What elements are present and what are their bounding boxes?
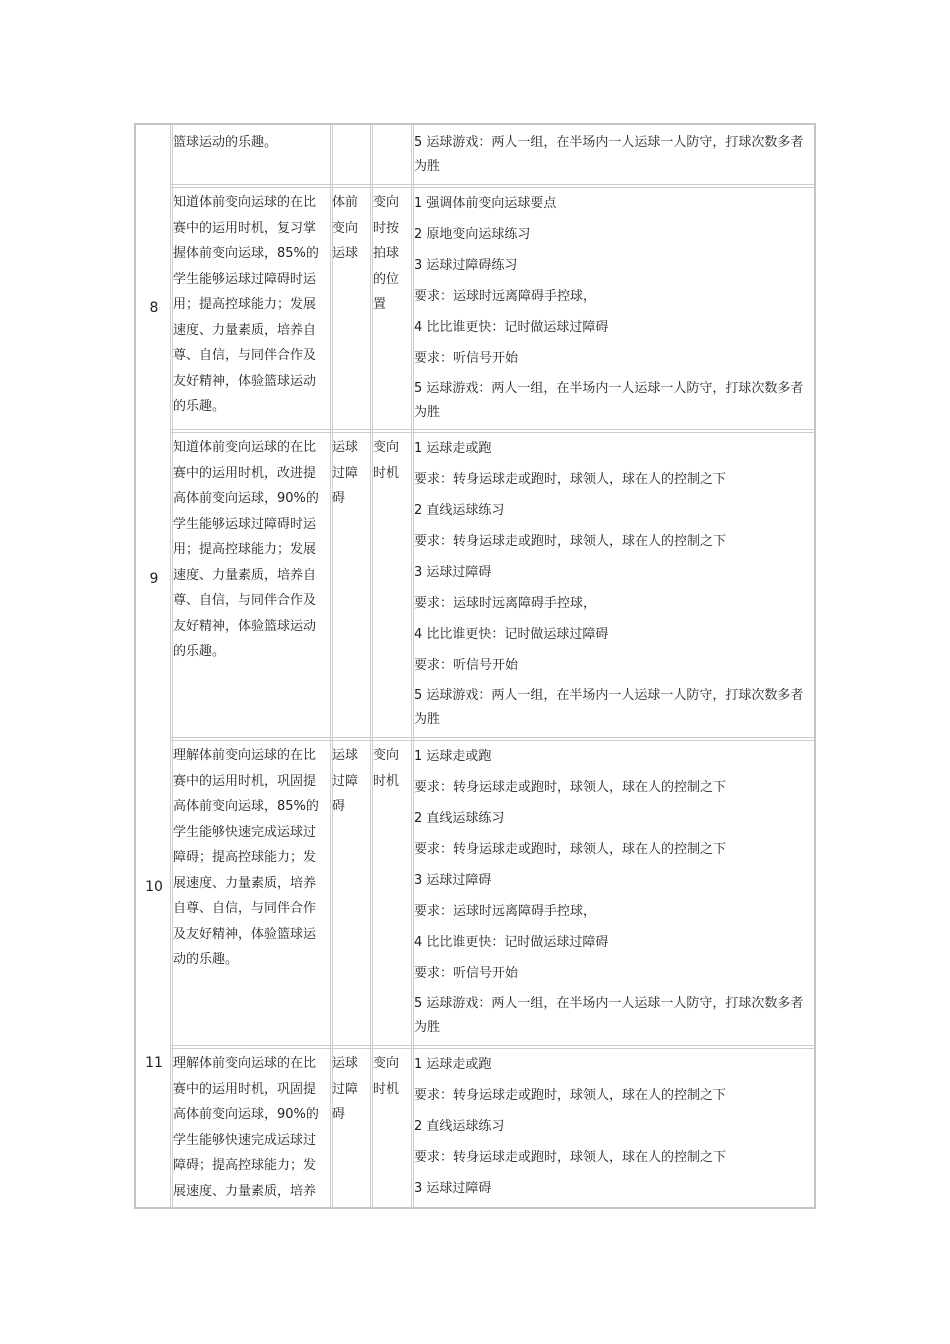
objective-cell: 知道体前变向运球的在比 赛中的运用时机，复习掌 握体前变向运球，85%的 学生能够运球过障碍时运 用；提高控球能力；发展 速度、力量素质，培养自 尊、自信，与同伴合作及 友好精神，体验篮球运动 的乐趣。 — [173, 195, 319, 414]
activity-line: 要求：运球时远离障碍手控球， — [414, 904, 597, 919]
activity-line: 要求：运球时远离障碍手控球， — [414, 289, 597, 304]
activity-line: 4 比比谁更快：记时做运球过障碍 — [414, 935, 609, 950]
lesson-number: 11 — [145, 1055, 163, 1071]
key-point-cell: 运球过障碍 — [332, 748, 359, 814]
activity-line: 5 运球游戏：两人一组，在半场内一人运球一人防守，打球次数多者为胜 — [414, 688, 804, 727]
activity-line: 1 运球走或跑 — [414, 749, 492, 764]
lesson-number: 9 — [149, 571, 159, 587]
activity-line: 1 运球走或跑 — [414, 441, 492, 456]
table-row — [136, 188, 814, 433]
difficulty-cell: 变向时机 — [373, 1056, 400, 1097]
activity-line: 4 比比谁更快：记时做运球过障碍 — [414, 627, 609, 642]
lesson-number: 10 — [145, 879, 163, 895]
activity-line: 1 强调体前变向运球要点 — [414, 196, 557, 211]
objective-cell: 知道体前变向运球的在比 赛中的运用时机，改进提 高体前变向运球，90%的 学生能够运球过障碍时运 用；提高控球能力；发展 速度、力量素质，培养自 尊、自信，与同伴合作及 友好精神，体验篮球运动 的乐趣。 — [173, 440, 319, 659]
activity-line: 5 运球游戏：两人一组，在半场内一人运球一人防守，打球次数多者为胜 — [414, 996, 804, 1035]
lesson-number: 8 — [149, 300, 159, 316]
objective-cell: 篮球运动的乐趣。 — [173, 135, 278, 150]
lesson-plan-table — [134, 123, 816, 1209]
activity-line: 要求：听信号开始 — [414, 658, 519, 673]
difficulty-cell: 变向时机 — [373, 748, 400, 789]
activities-cell — [414, 741, 816, 1040]
activity-line: 要求：转身运球走或跑时，球领人，球在人的控制之下 — [414, 842, 727, 857]
activities-cell — [414, 1049, 816, 1204]
objective-cell: 理解体前变向运球的在比 赛中的运用时机，巩固提 高体前变向运球，90%的 学生能够快速完成运球过 障碍；提高控球能力；发 展速度、力量素质，培养 — [173, 1056, 319, 1199]
difficulty-cell: 变向时机 — [373, 440, 400, 481]
table-row — [136, 741, 814, 1049]
activity-line: 2 直线运球练习 — [414, 811, 505, 826]
activities-cell — [414, 188, 816, 425]
activity-line: 要求：转身运球走或跑时，球领人，球在人的控制之下 — [414, 1150, 727, 1165]
activity-line: 3 运球过障碍 — [414, 1181, 492, 1196]
difficulty-cell: 变向时按拍球的位置 — [373, 195, 400, 312]
activity-line: 5 运球游戏：两人一组，在半场内一人运球一人防守，打球次数多者为胜 — [414, 381, 804, 420]
activity-line: 要求：听信号开始 — [414, 351, 519, 366]
activity-line: 2 原地变向运球练习 — [414, 227, 531, 242]
table-row — [136, 433, 814, 741]
activities-cell — [414, 433, 816, 732]
activity-line: 2 直线运球练习 — [414, 503, 505, 518]
activities-cell — [414, 128, 816, 179]
activity-line: 2 直线运球练习 — [414, 1119, 505, 1134]
activity-line: 要求：转身运球走或跑时，球领人，球在人的控制之下 — [414, 472, 727, 487]
activity-line: 要求：转身运球走或跑时，球领人，球在人的控制之下 — [414, 780, 727, 795]
activity-line: 5 运球游戏：两人一组，在半场内一人运球一人防守，打球次数多者为胜 — [414, 135, 804, 174]
activity-line: 3 运球过障碍 — [414, 873, 492, 888]
activity-line: 3 运球过障碍 — [414, 565, 492, 580]
objective-cell: 理解体前变向运球的在比 赛中的运用时机，巩固提 高体前变向运球，85%的 学生能够快速完成运球过 障碍；提高控球能力；发 展速度、力量素质，培养 自尊、自信，与同伴合作 及友好精神，体验篮球运 动的乐趣。 — [173, 748, 319, 967]
activity-line: 要求：听信号开始 — [414, 966, 519, 981]
activity-line: 4 比比谁更快：记时做运球过障碍 — [414, 320, 609, 335]
table-row — [136, 125, 814, 188]
activity-line: 要求：转身运球走或跑时，球领人，球在人的控制之下 — [414, 534, 727, 549]
activity-line: 要求：转身运球走或跑时，球领人，球在人的控制之下 — [414, 1088, 727, 1103]
activity-line: 要求：运球时远离障碍手控球， — [414, 596, 597, 611]
activity-line: 3 运球过障碍练习 — [414, 258, 518, 273]
key-point-cell: 运球过障碍 — [332, 1056, 359, 1122]
key-point-cell: 体前变向运球 — [332, 195, 359, 261]
table-row — [136, 1049, 814, 1207]
activity-line: 1 运球走或跑 — [414, 1057, 492, 1072]
key-point-cell: 运球过障碍 — [332, 440, 359, 506]
